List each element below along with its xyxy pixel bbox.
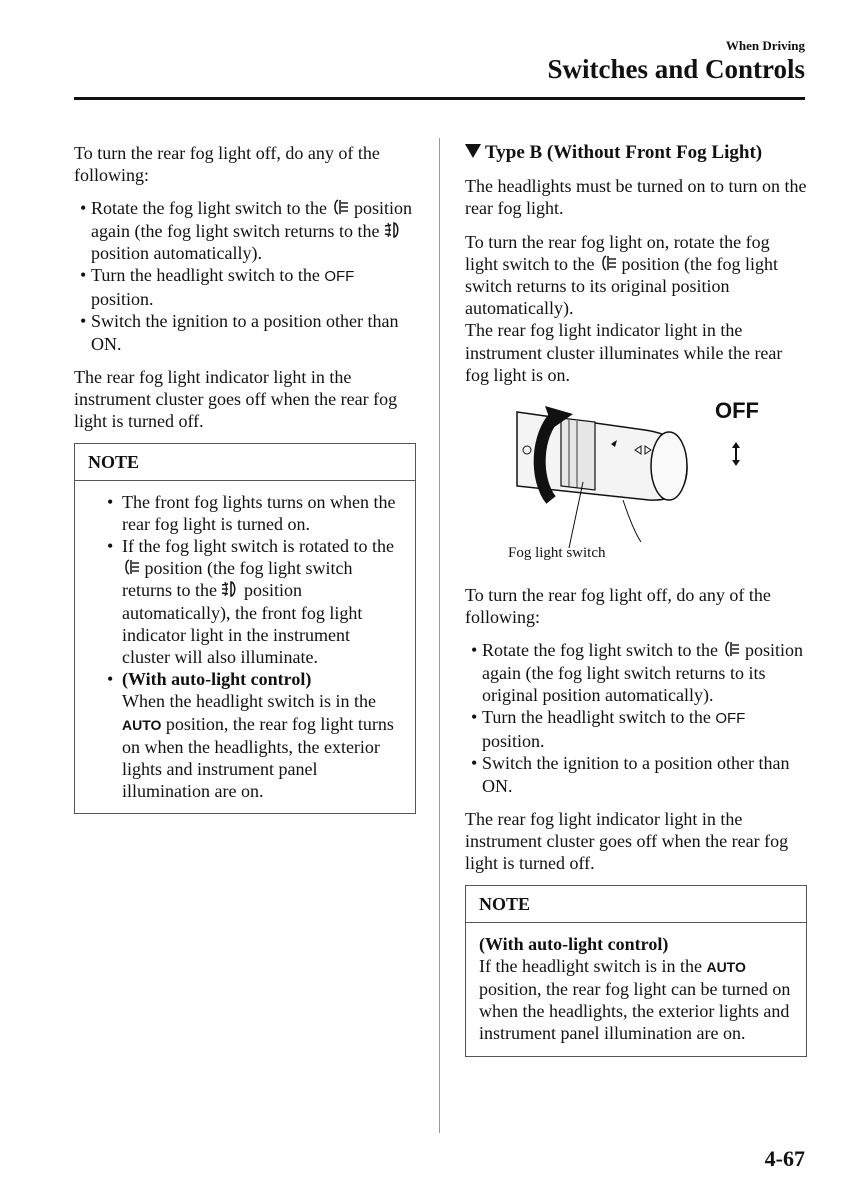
note-item-2-text-b: position (the fog light switch returns to the bbox=[122, 558, 353, 601]
right-bullet-1 bbox=[465, 639, 807, 706]
note-item-1 bbox=[88, 491, 402, 535]
right-bullet-2 bbox=[465, 706, 807, 752]
header-rule bbox=[74, 97, 805, 100]
note-body bbox=[75, 481, 415, 814]
right-bullet-list bbox=[465, 639, 807, 796]
note-body bbox=[466, 923, 806, 1056]
auto-label: AUTO bbox=[122, 716, 162, 733]
right-bullet-3 bbox=[465, 752, 807, 796]
left-bullet-1-text-c: position automatically). bbox=[91, 242, 262, 263]
page-number: 4-67 bbox=[764, 1146, 805, 1171]
note-title: NOTE bbox=[75, 444, 415, 480]
auto-label: AUTO bbox=[706, 958, 746, 975]
right-intro: To turn the rear fog light off, do any of the following: bbox=[465, 585, 771, 628]
front-fog-icon bbox=[221, 580, 239, 598]
note-item-3 bbox=[88, 668, 402, 802]
left-bullet-2-text: Turn the headlight switch to the bbox=[91, 265, 320, 286]
note-item-2-text: If the fog light switch is rotated to the bbox=[122, 536, 394, 557]
column-divider bbox=[439, 138, 440, 1133]
left-bullet-1-text: Rotate the fog light switch to the bbox=[91, 198, 327, 219]
right-bullet-3-text: Switch the ignition to a position other than ON. bbox=[482, 753, 790, 796]
figure-caption: Fog light switch bbox=[508, 545, 606, 562]
note-item-3-text-b: position, the rear fog light turns on when the headlights, the exterior lights and instrument panel illumination are on. bbox=[122, 713, 394, 802]
section-heading bbox=[465, 142, 807, 164]
left-bullet-2 bbox=[74, 264, 416, 310]
right-bullet-1-text-b: position again (the fog light switch returns to its original position automatically). bbox=[482, 640, 803, 705]
off-label: OFF bbox=[715, 710, 746, 728]
left-bullet-2-text-b: position. bbox=[91, 289, 154, 310]
note-item-3-text: When the headlight switch is in the bbox=[122, 691, 376, 712]
note-item-3-title: (With auto-light control) bbox=[122, 669, 312, 690]
left-bullet-list bbox=[74, 197, 416, 354]
up-down-arrow-icon bbox=[732, 442, 740, 466]
note-item-2 bbox=[88, 535, 402, 668]
left-intro: To turn the rear fog light off, do any of the following: bbox=[74, 143, 380, 186]
left-bullet-3 bbox=[74, 310, 416, 354]
left-bullet-3-text: Switch the ignition to a position other than ON. bbox=[91, 311, 399, 354]
left-column bbox=[74, 142, 416, 814]
note-text: If the headlight switch is in the bbox=[479, 955, 702, 976]
rear-fog-icon bbox=[599, 254, 617, 272]
off-label: OFF bbox=[324, 268, 355, 286]
rear-fog-icon bbox=[331, 198, 349, 216]
note-list bbox=[88, 491, 402, 803]
left-indicator-text: The rear fog light indicator light in the instrument cluster goes off when the rear fog light is turned off. bbox=[74, 366, 398, 432]
right-p2 bbox=[465, 231, 807, 320]
left-bullet-1 bbox=[74, 197, 416, 264]
right-p1: The headlights must be turned on to turn on the rear fog light. bbox=[465, 176, 807, 219]
header-section: When Driving bbox=[725, 38, 805, 53]
note-item-title: (With auto-light control) bbox=[479, 933, 669, 954]
fog-light-switch-figure bbox=[465, 400, 807, 580]
right-p2-text-b: position (the fog light switch returns to its original position automatically). bbox=[465, 253, 778, 319]
note-title: NOTE bbox=[466, 886, 806, 922]
front-fog-icon bbox=[384, 221, 402, 239]
section-heading-text: Type B (Without Front Fog Light) bbox=[485, 142, 763, 163]
right-note-box bbox=[465, 885, 807, 1056]
right-indicator-text: The rear fog light indicator light in the instrument cluster goes off when the rear fog light is turned off. bbox=[465, 808, 789, 874]
note-item-1-text: The front fog lights turns on when the rear fog light is turned on. bbox=[122, 491, 396, 534]
page-title: Switches and Controls bbox=[547, 54, 805, 84]
figure-off-label: OFF bbox=[715, 398, 759, 424]
note-item-2-text-c: position automatically), the front fog light indicator light in the instrument cluster will also illuminate. bbox=[122, 580, 363, 668]
rear-fog-icon bbox=[122, 558, 140, 576]
right-p3: The rear fog light indicator light in the instrument cluster illuminates while the rear fog light is on. bbox=[465, 320, 783, 385]
right-p2-text: To turn the rear fog light on, rotate the fog light switch to the bbox=[465, 231, 770, 274]
right-bullet-1-text: Rotate the fog light switch to the bbox=[482, 640, 718, 661]
note-text-b: position, the rear fog light can be turned on when the headlights, the exterior lights and instrument panel illumination are on. bbox=[479, 979, 791, 1044]
right-column bbox=[465, 142, 807, 1057]
left-note-box bbox=[74, 443, 416, 814]
right-bullet-2-text: Turn the headlight switch to the bbox=[482, 707, 711, 728]
left-bullet-1-text-b: position again (the fog light switch returns to the bbox=[91, 198, 412, 241]
triangle-marker-icon bbox=[465, 144, 481, 158]
right-bullet-2-text-b: position. bbox=[482, 731, 545, 752]
rear-fog-icon bbox=[722, 640, 740, 658]
